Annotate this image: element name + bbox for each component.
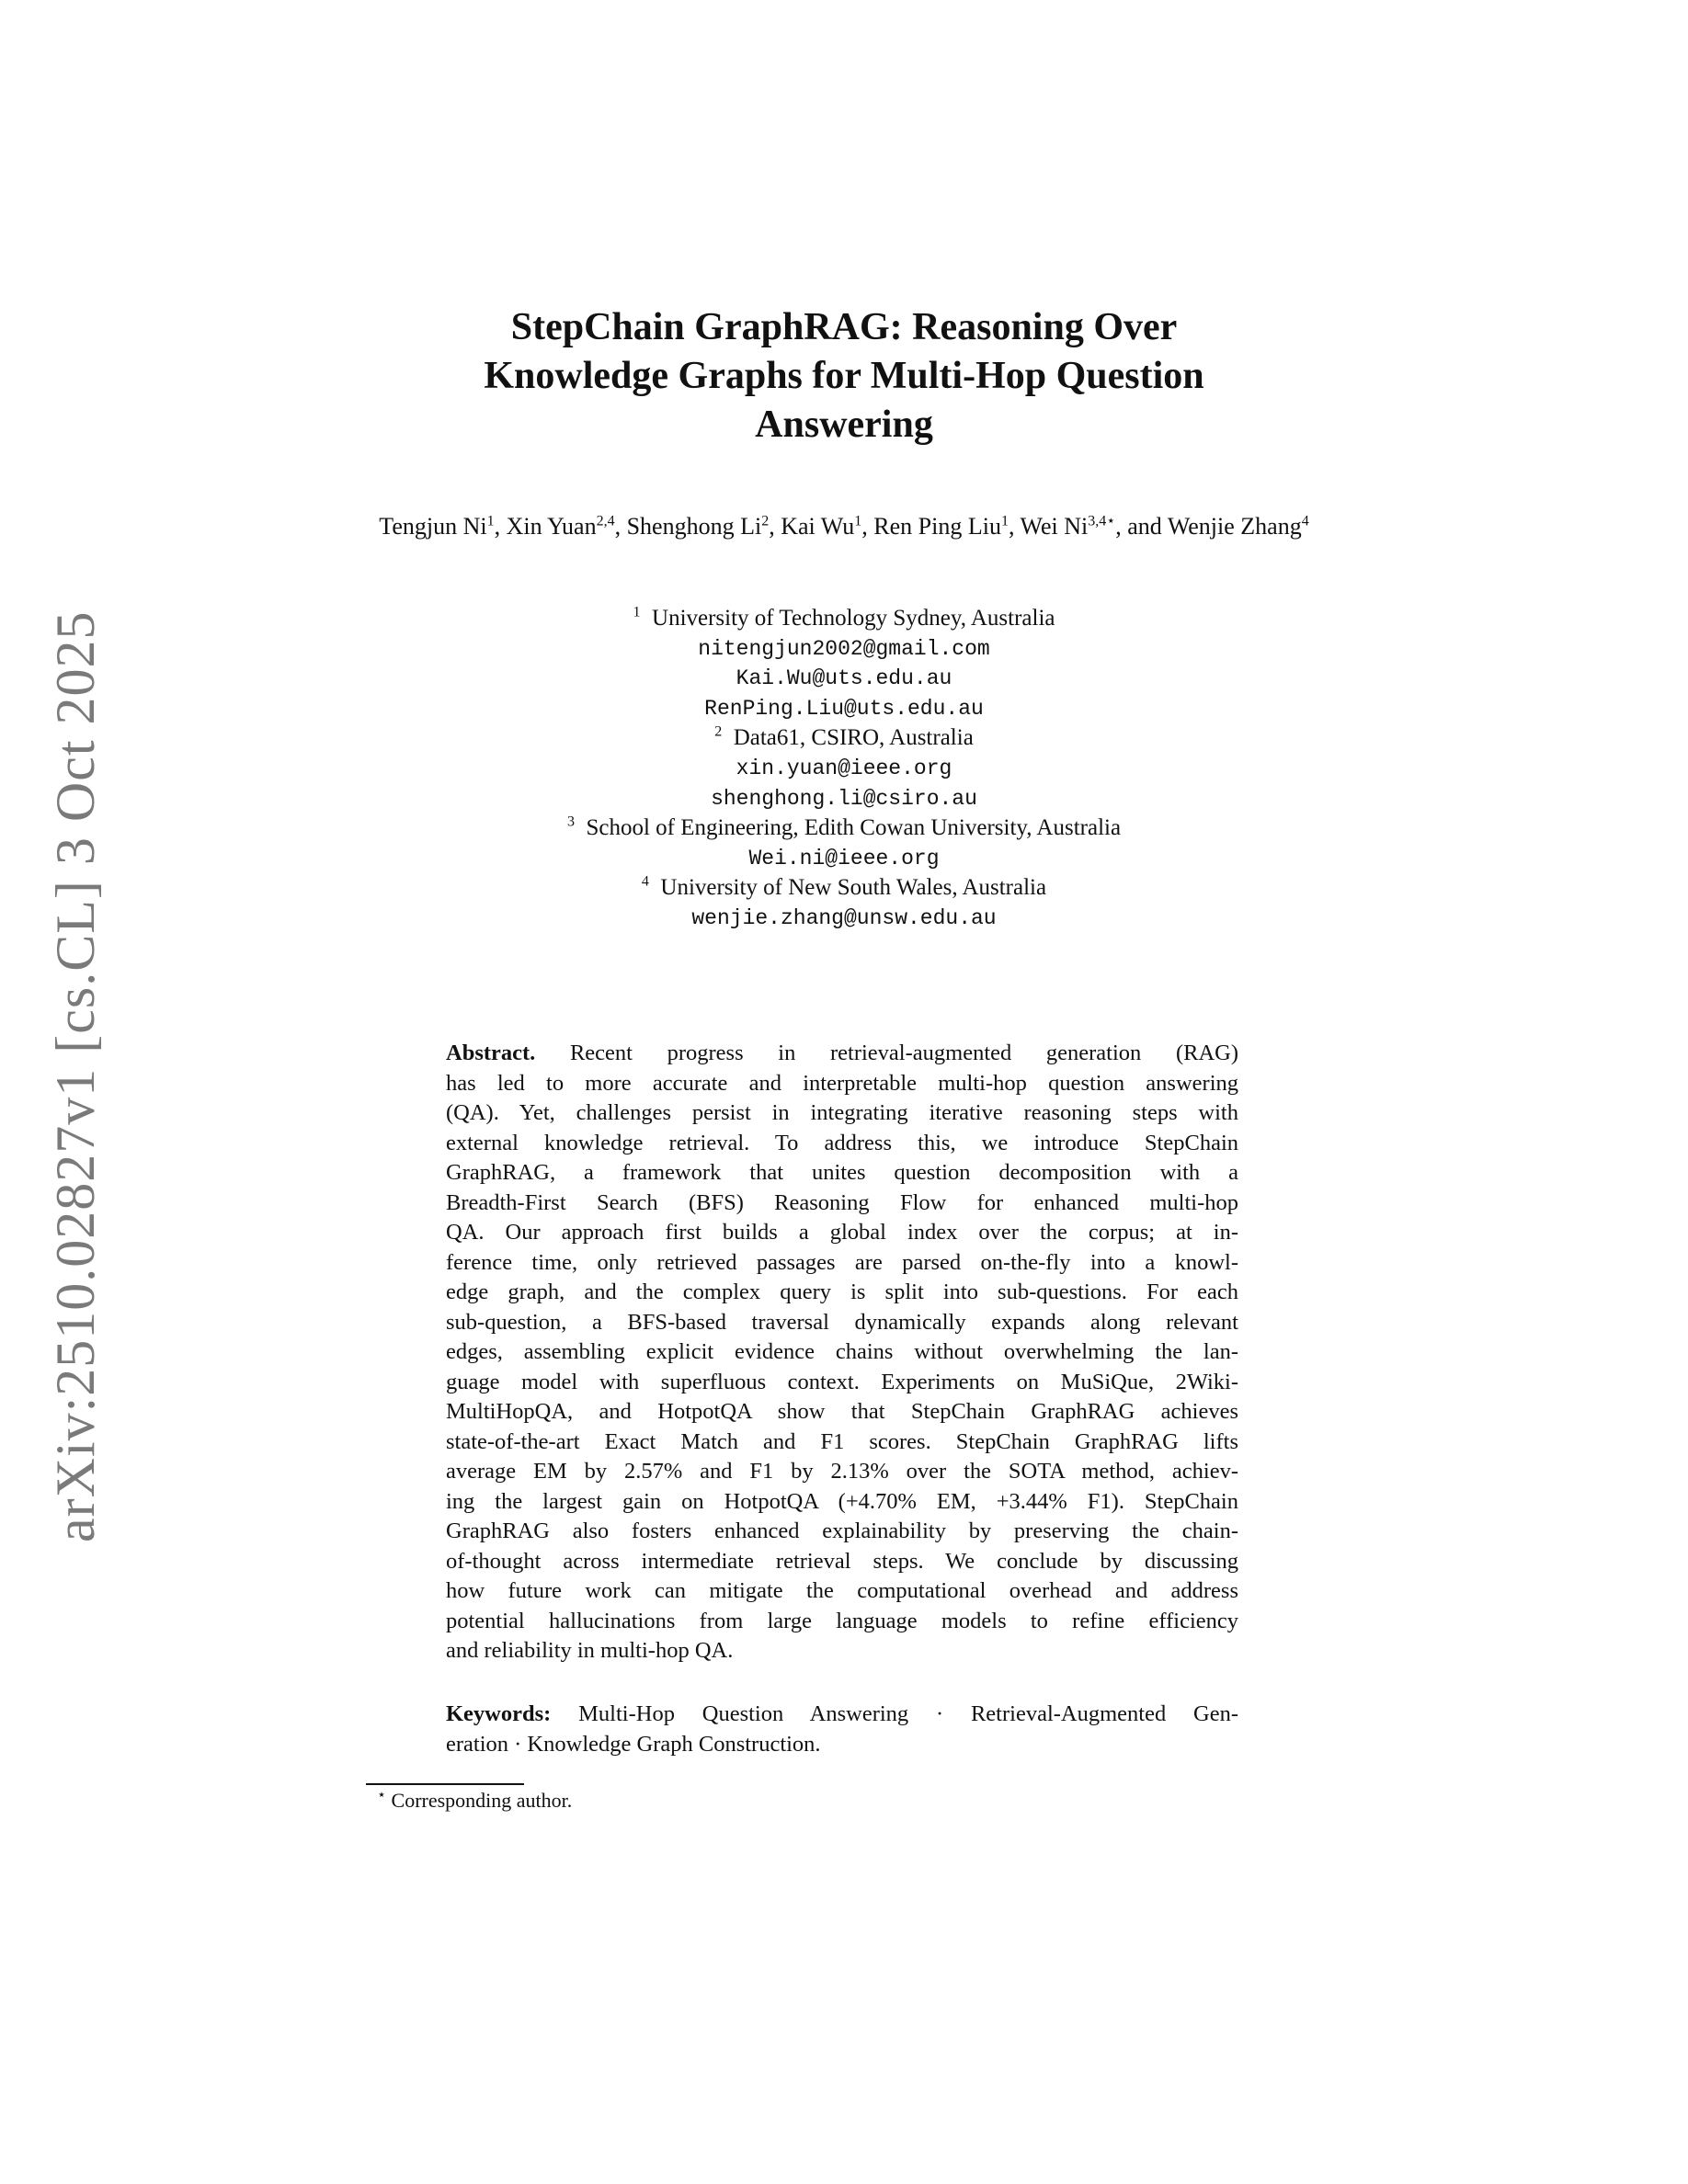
separator: ,	[1008, 513, 1021, 540]
abstract-line: GraphRAG also fosters enhanced explainability by preserving the chain-	[446, 1519, 1238, 1543]
author-affil-sup: 2	[761, 513, 770, 529]
email[interactable]: shenghong.li@csiro.au	[711, 786, 977, 811]
affil-name: School of Engineering, Edith Cowan University, Australia	[586, 815, 1122, 841]
author-name: Kai Wu	[781, 513, 855, 540]
affil-name: University of Technology Sydney, Australia	[652, 606, 1055, 631]
author-name: Xin Yuan	[506, 513, 597, 540]
email[interactable]: Kai.Wu@uts.edu.au	[736, 666, 952, 691]
keywords	[446, 1700, 1238, 1759]
separator: ,	[861, 513, 874, 540]
footnote-rule	[366, 1783, 524, 1785]
author-affil-sup: 1	[1000, 513, 1009, 529]
email[interactable]: Wei.ni@ieee.org	[748, 846, 940, 870]
author-affil-sup: 2,4	[596, 513, 615, 529]
author-name: Ren Ping Liu	[873, 513, 1001, 540]
arxiv-stamp: arXiv:2510.02827v1 [cs.CL] 3 Oct 2025	[45, 610, 106, 1542]
abstract-line: external knowledge retrieval. To address this, we introduce StepChain	[446, 1130, 1238, 1155]
separator: ,	[769, 513, 781, 540]
author-name: Wei Ni	[1020, 513, 1089, 540]
author-name: Tengjun Ni	[379, 513, 487, 540]
email[interactable]: wenjie.zhang@unsw.edu.au	[691, 905, 997, 930]
abstract-line: edge graph, and the complex query is split into sub-questions. For each	[446, 1280, 1238, 1304]
author-affil-sup: 3,4⋆	[1088, 513, 1116, 529]
abstract-line: guage model with superfluous context. Experiments on MuSiQue, 2Wiki-	[446, 1369, 1238, 1394]
abstract-line: ference time, only retrieved passages are parsed on-the-fly into a knowl-	[446, 1249, 1238, 1275]
abstract-line: GraphRAG, a framework that unites question decomposition with a	[446, 1160, 1238, 1185]
email[interactable]: xin.yuan@ieee.org	[736, 756, 952, 780]
keywords-text: Multi-Hop Question Answering · Retrieval-Augmented Gen-	[551, 1701, 1238, 1726]
keywords-label: Keywords:	[446, 1701, 552, 1726]
keywords-text: eration · Knowledge Graph Construction.	[446, 1731, 821, 1757]
affiliation	[0, 813, 1688, 844]
abstract-line: sub-question, a BFS-based traversal dynamically expands along relevant	[446, 1309, 1238, 1335]
author-name: Wenjie Zhang	[1167, 513, 1302, 540]
affiliations	[0, 604, 1688, 934]
footnote	[377, 1787, 572, 1814]
affil-num: 3	[566, 813, 575, 830]
affil-name: Data61, CSIRO, Australia	[733, 725, 974, 751]
abstract	[446, 1039, 1238, 1666]
affil-name: University of New South Wales, Australia	[660, 875, 1047, 901]
affiliation	[0, 723, 1688, 754]
author-affil-sup: 1	[854, 513, 862, 529]
abstract-text: Recent progress in retrieval-augmented generation (RAG)	[535, 1041, 1238, 1065]
separator: ,	[494, 513, 507, 540]
affiliation	[0, 604, 1688, 634]
affil-num: 2	[714, 724, 723, 741]
abstract-line: potential hallucinations from large language models to refine efficiency	[446, 1608, 1238, 1633]
author-affil-sup: 4	[1301, 513, 1309, 529]
affil-num: 4	[641, 874, 649, 891]
abstract-line: MultiHopQA, and HotpotQA show that StepChain GraphRAG achieves	[446, 1399, 1238, 1424]
footnote-text: Corresponding author.	[386, 1789, 573, 1812]
separator: ,	[614, 513, 627, 540]
abstract-line: has led to more accurate and interpretable multi-hop question answering	[446, 1070, 1238, 1096]
abstract-line: and reliability in multi-hop QA.	[446, 1638, 734, 1663]
author-name: Shenghong Li	[626, 513, 762, 540]
title-line: Answering	[755, 404, 933, 446]
affiliation	[0, 873, 1688, 904]
email[interactable]: RenPing.Liu@uts.edu.au	[704, 696, 984, 721]
abstract-line: state-of-the-art Exact Match and F1 scores. StepChain GraphRAG lifts	[446, 1428, 1238, 1454]
paper-title	[0, 303, 1688, 449]
footnote-mark: ⋆	[377, 1787, 387, 1803]
email[interactable]: nitengjun2002@gmail.com	[698, 636, 990, 661]
abstract-line: of-thought across intermediate retrieval steps. We conclude by discussing	[446, 1548, 1238, 1574]
author-affil-sup: 1	[486, 513, 495, 529]
abstract-line: QA. Our approach first builds a global index over the corpus; at in-	[446, 1220, 1238, 1245]
abstract-line: ing the largest gain on HotpotQA (+4.70% EM, +3.44% F1). StepChain	[446, 1488, 1238, 1514]
abstract-line: edges, assembling explicit evidence chains without overwhelming the lan-	[446, 1339, 1238, 1364]
abstract-line: (QA). Yet, challenges persist in integrating iterative reasoning steps with	[446, 1100, 1238, 1125]
abstract-line: Breadth-First Search (BFS) Reasoning Flow for enhanced multi-hop	[446, 1189, 1238, 1215]
abstract-line	[446, 1039, 1238, 1069]
affil-num: 1	[633, 604, 641, 620]
separator: , and	[1115, 513, 1168, 540]
author-list	[368, 510, 1320, 542]
abstract-line: average EM by 2.57% and F1 by 2.13% over the SOTA method, achiev-	[446, 1459, 1238, 1484]
abstract-label: Abstract.	[446, 1041, 536, 1065]
abstract-line: how future work can mitigate the computational overhead and address	[446, 1578, 1238, 1603]
title-line: Knowledge Graphs for Multi-Hop Question	[484, 355, 1204, 397]
title-line: StepChain GraphRAG: Reasoning Over	[510, 306, 1178, 348]
